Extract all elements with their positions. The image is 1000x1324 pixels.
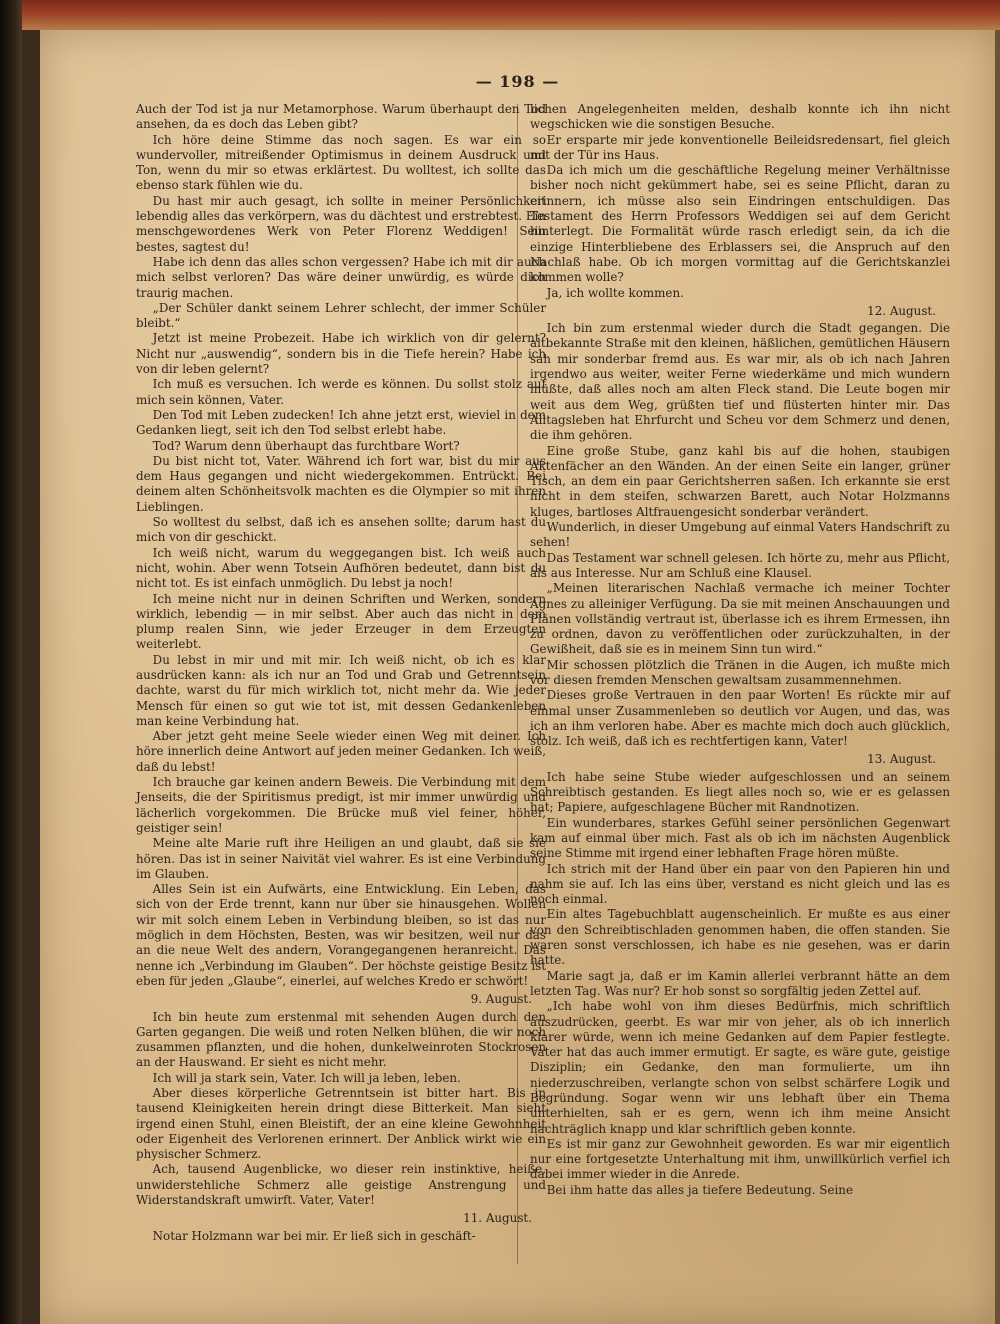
paragraph: Dieses große Vertrauen in den paar Worten! Es rückte mir auf einmal unser Zusammenleben so deutlich vor Augen, und das, was ich an ihm verloren habe. Aber es machte mich doch auch glücklich, stolz. Ich weiß, daß ich es rechtfertigen kann, Vater! — [530, 688, 950, 749]
paragraph: Ich strich mit der Hand über ein paar von den Papieren hin und nahm sie auf. Ich las eins über, verstand es nicht gleich und las es noch einmal. — [530, 861, 950, 907]
paragraph: So wolltest du selbst, daß ich es ansehen sollte; darum hast du mich von dir geschickt. — [136, 515, 546, 545]
paragraph: „Ich habe wohl von ihm dieses Bedürfnis, mich schriftlich auszudrücken, geerbt. Es war mir von jeher, als ob ich innerlich klarer würde, wenn ich meine Gedanken auf dem Papier festlegte. Vater hat das auch immer ermutigt. Er sagte, es wäre gute, geistige Disziplin; ein Gedanke, den man formulierte, um ihn niederzuschreiben, verlangte schon von selbst schärfere Logik und Begründung. Sogar wenn wir uns lebhaft über ein Thema unterhielten, sah er es gern, wenn ich ihm meine Ansicht nachträglich knapp und klar schriftlich geben konnte. — [530, 999, 950, 1136]
book-spine — [0, 0, 22, 1324]
newspaper-page — [40, 30, 995, 1324]
page-number: — 198 — — [475, 72, 560, 91]
paragraph: Du hast mir auch gesagt, ich sollte in meiner Persönlichkeit lebendig alles das verkörpern, was du dächtest und erstrebtest. Ein menschgewordenes Werk von Peter Florenz Weddigen! Sein bestes, sagtest du! — [136, 193, 546, 254]
paragraph: Alles Sein ist ein Aufwärts, eine Entwicklung. Ein Leben, das sich von der Erde trennt, kann nur über sie hinausgehen. Wollen wir mit solch einem Leben in Verbindung bleiben, so ist das nur möglich in dem Höchsten, Besten, was wir besitzen, weil nur das an die neue Welt des andern, Vorangegangenen heranreicht. Das nenne ich „Verbindung im Glauben“. Der höchste geistige Besitz ist eben für jeden „Glaube“, einerlei, auf welches Kredo er schwört! — [136, 882, 546, 988]
paragraph: Er ersparte mir jede konventionelle Beileidsredensart, fiel gleich mit der Tür ins Haus. — [530, 132, 950, 162]
paragraph: Es ist mir ganz zur Gewohnheit geworden. Es war mir eigentlich nur eine fortgesetzte Unterhaltung mit ihm, unwillkürlich verfiel ich dabei immer wieder in die Anrede. — [530, 1136, 950, 1182]
paragraph: Ich habe seine Stube wieder aufgeschlossen und an seinem Schreibtisch gestanden. Es liegt alles noch so, wie er es gelassen hat; Papiere, aufgeschlagene Bücher mit Randnotizen. — [530, 769, 950, 815]
paragraph: Eine große Stube, ganz kahl bis auf die hohen, staubigen Aktenfächer an den Wänden. An der einen Seite ein langer, grüner Tisch, an dem ein paar Gerichtsherren saßen. Ich erkannte sie erst nicht in dem steifen, schwarzen Barett, auch Notar Holzmanns kluges, bartloses Altfrauengesicht sonderbar verändert. — [530, 443, 950, 519]
paragraph: Tod? Warum denn überhaupt das furchtbare Wort? — [152, 438, 460, 453]
paragraph: Wunderlich, in dieser Umgebung auf einmal Vaters Handschrift zu sehen! — [530, 520, 950, 550]
paragraph: Ich bin heute zum erstenmal mit sehenden Augen durch den Garten gegangen. Die weiß und roten Nelken blühen, die wir noch zusammen pflanzten, und die hohen, dunkelweinroten Stockrosen an der Hauswand. Er sieht es nicht mehr. — [136, 1009, 546, 1070]
paragraph: Ich brauche gar keinen andern Beweis. Die Verbindung mit dem Jenseits, die der Spiritismus predigt, ist mir immer unwürdig und lächerlich vorgekommen. Die Brücke muß viel feiner, höher, geistiger sein! — [136, 775, 546, 835]
paragraph: Jetzt ist meine Probezeit. Habe ich wirklich von dir gelernt? Nicht nur „auswendig“, sondern bis in die Tiefe herein? Habe ich von dir leben gelernt? — [136, 331, 546, 377]
paragraph: Auch der Tod ist ja nur Metamorphose. Warum überhaupt den Tod ansehen, da es doch das Leben gibt? — [136, 102, 546, 132]
paragraph: Den Tod mit Leben zudecken! Ich ahne jetzt erst, wieviel in dem Gedanken liegt, seit ich den Tod selbst erlebt habe. — [136, 407, 546, 438]
paragraph: Mir schossen plötzlich die Tränen in die Augen, ich mußte mich vor diesen fremden Menschen gewaltsam zusammennehmen. — [530, 657, 950, 687]
column-divider — [517, 104, 518, 1264]
paragraph: „Der Schüler dankt seinem Lehrer schlecht, der immer Schüler bleibt.“ — [136, 300, 546, 331]
paragraph: Ich meine nicht nur in deinen Schriften und Werken, sondern wirklich, lebendig — in mir selbst. Aber auch das nicht in dem plump realen Sinn, wie jeder Erzeuger in dem Erzeugten weiterlebt. — [136, 591, 546, 652]
paragraph: Ein altes Tagebuchblatt augenscheinlich. Er mußte es aus einer von den Schreibtischladen genommen haben, die offen standen. Sie waren sonst verschlossen, ich habe es nie gesehen, was er darin hatte. — [530, 907, 950, 968]
paragraph: Aber dieses körperliche Getrenntsein ist bitter hart. Bis in tausend Kleinigkeiten herein dringt diese Bitterkeit. Man sieht irgend einen Stuhl, einen Bleistift, der an eine kleine Gewohnheit oder Eigenheit des Verlorenen erinnert. Der Anblick wirkt wie ein physischer Schmerz. — [136, 1086, 546, 1162]
paragraph: Habe ich denn das alles schon vergessen? Habe ich mit dir auch mich selbst verloren? Das wäre deiner unwürdig, es würde dich traurig machen. — [136, 254, 546, 300]
paragraph: Ja, ich wollte kommen. — [546, 285, 684, 300]
entry-date: 12. August. — [867, 303, 936, 318]
paragraph: Aber jetzt geht meine Seele wieder einen Weg mit deiner. Ich höre innerlich deine Antwort auf jeden meiner Gedanken. Ich weiß, daß du lebst! — [136, 729, 546, 774]
right-column — [530, 102, 950, 1198]
paragraph: Das Testament war schnell gelesen. Ich hörte zu, mehr aus Pflicht, als aus Interesse. Nur am Schluß eine Klausel. — [530, 550, 950, 580]
paragraph: Ich höre deine Stimme das noch sagen. Es war ein so wundervoller, mitreißender Optimismus in deinem Ausdruck und Ton, wenn du mir so etwas erklärtest. Du wolltest, ich sollte das ebenso stark fühlen wie du. — [136, 132, 546, 193]
paragraph: Da ich mich um die geschäftliche Regelung meiner Verhältnisse bisher noch nicht gekümmert habe, sei es seine Pflicht, daran zu erinnern, ich müsse also sein Eindringen entschuldigen. Das Testament des Herrn Professors Weddigen sei auf dem Gericht hinterlegt. Die Formalität würde rasch erledigt sein, da ich die einzige Hinterbliebene des Erblassers sei, die Anspruch auf den Nachlaß habe. Ob ich morgen vormittag auf die Gerichtskanzlei kommen wolle? — [530, 163, 950, 285]
paragraph: Ich bin zum erstenmal wieder durch die Stadt gegangen. Die altbekannte Straße mit den kleinen, häßlichen, gemütlichen Häusern sah mir sonderbar fremd aus. Es war mir, als ob ich nach Jahren irgendwo aus weiter, weiter Ferne wiederkäme und mich wundern müßte, daß alles noch am alten Fleck stand. Die Leute bogen mir weit aus dem Weg, grüßten tief und flüsterten hinter mir. Das Alltagsleben hat Ehrfurcht und Scheu vor dem Schmerz und denen, die ihm gehören. — [530, 321, 950, 443]
entry-date: 9. August. — [470, 992, 532, 1007]
left-column — [136, 102, 546, 1244]
paragraph: Ich weiß nicht, warum du weggegangen bist. Ich weiß auch nicht, wohin. Aber wenn Totsein Aufhören bedeutet, dann bist du nicht tot. Es ist einfach unmöglich. Du lebst ja noch! — [136, 545, 546, 591]
paragraph: Bei ihm hatte das alles ja tiefere Bedeutung. Seine — [546, 1182, 853, 1197]
paragraph: Notar Holzmann war bei mir. Er ließ sich in geschäft- — [152, 1228, 476, 1243]
paragraph: Ich will ja stark sein, Vater. Ich will ja leben, leben. — [152, 1070, 461, 1085]
paragraph: Ach, tausend Augenblicke, wo dieser rein instinktive, heiße, unwiderstehliche Schmerz alle geistige Anstrengung und Widerstandskraft umwirft. Vater, Vater! — [136, 1162, 546, 1208]
paragraph: „Meinen literarischen Nachlaß vermache ich meiner Tochter Agnes zu alleiniger Verfügung. Da sie mit meinen Anschauungen und Plänen vollständig vertraut ist, überlasse ich es ihrem Ermessen, ihn zu ordnen, davon zu veröffentlichen oder zurückzuhalten, in der Gewißheit, daß sie es in meinem Sinn tun wird.“ — [530, 581, 950, 657]
paragraph: Du lebst in mir und mit mir. Ich weiß nicht, ob ich es klar ausdrücken kann: als ich nur an Tod und Grab und Getrenntsein dachte, warst du für mich wirklich tot, nicht mehr da. Wie jeder Mensch für einen so gut wie tot ist, mit dessen Gedankenleben man keine Verbindung hat. — [136, 652, 546, 728]
entry-date: 11. August. — [463, 1211, 532, 1226]
paragraph: Meine alte Marie ruft ihre Heiligen an und glaubt, daß sie sie hören. Das ist in seiner Naivität viel wahrer. Es ist eine Verbindung im Glauben. — [136, 836, 546, 881]
paragraph: Marie sagt ja, daß er im Kamin allerlei verbrannt hätte an dem letzten Tag. Was nur? Er hob sonst so sorgfältig jeden Zettel auf. — [530, 968, 950, 998]
paragraph: Ein wunderbares, starkes Gefühl seiner persönlichen Gegenwart kam auf einmal über mich. Fast als ob ich im nächsten Augenblick seine Stimme mit irgend einer lebhaften Frage hören müßte. — [530, 815, 950, 861]
paragraph: lichen Angelegenheiten melden, deshalb konnte ich ihn nicht wegschicken wie die sonstigen Besuche. — [530, 102, 950, 132]
page-top-edge — [22, 0, 1000, 30]
entry-date: 13. August. — [867, 752, 936, 767]
paragraph: Ich muß es versuchen. Ich werde es können. Du sollst stolz auf mich sein können, Vater. — [136, 377, 546, 407]
paragraph: Du bist nicht tot, Vater. Während ich fort war, bist du mir aus dem Haus gegangen und nicht wiedergekommen. Entrückt. Bei deinem alten Schönheitsvolk machten es die Olympier so mit ihren Lieblingen. — [136, 453, 546, 514]
